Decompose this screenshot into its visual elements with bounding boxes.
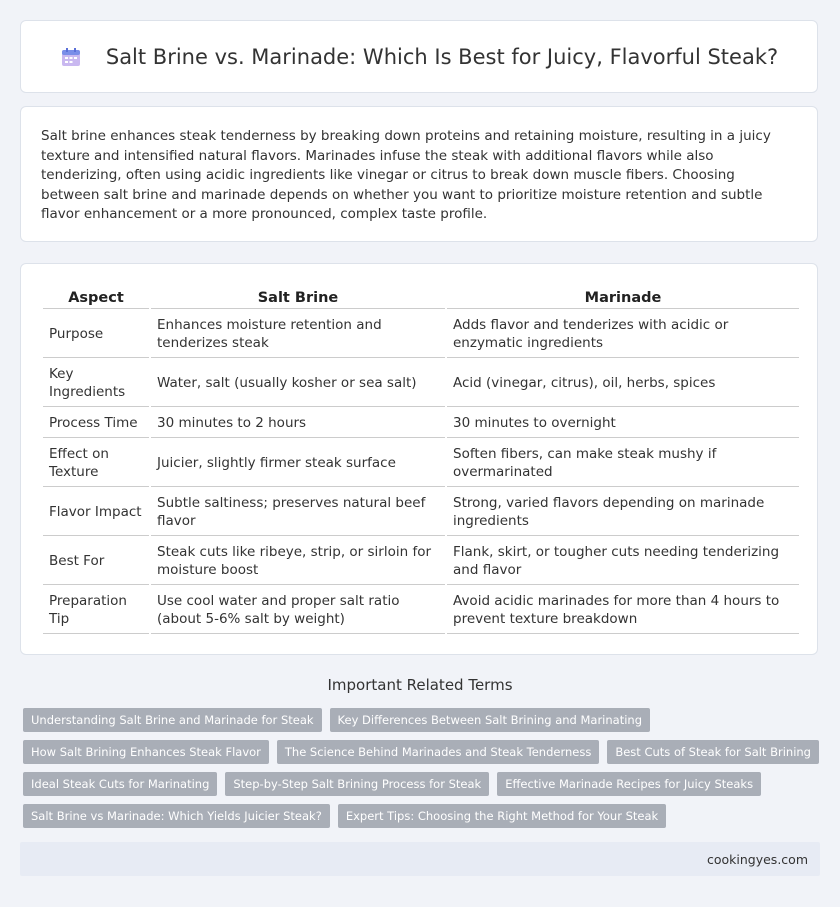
row-aspect: Purpose [43, 311, 149, 358]
row-aspect: Preparation Tip [43, 587, 149, 634]
intro-paragraph: Salt brine enhances steak tenderness by breaking down proteins and retaining moisture, resulting in a juicy texture and intensified natural flavors. Marinades infuse the steak with additional flavors while also tenderizing, often using acidic ingredients like vinegar or citrus to break down muscle fibers. Choosing between salt brine and marinade depends on whether you want to prioritize moisture retention and subtle flavor enhancement or a more pronounced, complex taste profile. [41, 128, 771, 222]
tag-row [23, 772, 813, 796]
related-term-tag[interactable]: Ideal Steak Cuts for Marinating [23, 772, 217, 796]
related-terms-title: Important Related Terms [327, 676, 513, 694]
row-aspect: Flavor Impact [43, 489, 149, 536]
comparison-card [20, 263, 818, 655]
related-term-tag[interactable]: The Science Behind Marinades and Steak Tenderness [277, 740, 599, 764]
tag-row [23, 740, 813, 764]
row-marinade: Acid (vinegar, citrus), oil, herbs, spices [447, 360, 799, 407]
row-salt-brine: Steak cuts like ribeye, strip, or sirloin for moisture boost [151, 538, 445, 585]
table-row [43, 538, 799, 585]
row-salt-brine: Subtle saltiness; preserves natural beef flavor [151, 489, 445, 536]
row-marinade: Strong, varied flavors depending on marinade ingredients [447, 489, 799, 536]
related-term-tag[interactable]: Key Differences Between Salt Brining and Marinating [330, 708, 650, 732]
row-marinade: Avoid acidic marinades for more than 4 hours to prevent texture breakdown [447, 587, 799, 634]
row-aspect: Effect on Texture [43, 440, 149, 487]
tag-row [23, 708, 813, 732]
related-term-tag[interactable]: Salt Brine vs Marinade: Which Yields Juicier Steak? [23, 804, 330, 828]
row-marinade: Soften fibers, can make steak mushy if overmarinated [447, 440, 799, 487]
calendar-icon [60, 46, 82, 68]
related-terms-list [23, 708, 813, 836]
related-term-tag[interactable]: How Salt Brining Enhances Steak Flavor [23, 740, 269, 764]
table-row [43, 587, 799, 634]
row-salt-brine: Use cool water and proper salt ratio (about 5-6% salt by weight) [151, 587, 445, 634]
comparison-table [41, 284, 801, 636]
row-salt-brine: Enhances moisture retention and tenderizes steak [151, 311, 445, 358]
related-term-tag[interactable]: Expert Tips: Choosing the Right Method for Your Steak [338, 804, 666, 828]
title-card [20, 20, 818, 93]
table-header-row [43, 286, 799, 309]
row-marinade: 30 minutes to overnight [447, 409, 799, 438]
row-salt-brine: Water, salt (usually kosher or sea salt) [151, 360, 445, 407]
row-marinade: Adds flavor and tenderizes with acidic or enzymatic ingredients [447, 311, 799, 358]
table-row [43, 440, 799, 487]
row-marinade: Flank, skirt, or tougher cuts needing tenderizing and flavor [447, 538, 799, 585]
intro-card [20, 106, 818, 242]
header-marinade: Marinade [447, 286, 799, 309]
footer-site-name[interactable]: cookingyes.com [706, 851, 808, 867]
table-row [43, 489, 799, 536]
row-aspect: Best For [43, 538, 149, 585]
table-row [43, 360, 799, 407]
table-row [43, 311, 799, 358]
table-row [43, 409, 799, 438]
header-salt-brine: Salt Brine [151, 286, 445, 309]
related-term-tag[interactable]: Understanding Salt Brine and Marinade for Steak [23, 708, 322, 732]
header-aspect: Aspect [43, 286, 149, 309]
row-salt-brine: 30 minutes to 2 hours [151, 409, 445, 438]
page-title: Salt Brine vs. Marinade: Which Is Best for Juicy, Flavorful Steak? [105, 44, 779, 69]
tag-row [23, 804, 813, 828]
related-term-tag[interactable]: Step-by-Step Salt Brining Process for Steak [225, 772, 489, 796]
row-aspect: Key Ingredients [43, 360, 149, 407]
related-term-tag[interactable]: Effective Marinade Recipes for Juicy Steaks [497, 772, 761, 796]
row-salt-brine: Juicier, slightly firmer steak surface [151, 440, 445, 487]
footer [20, 842, 820, 876]
related-term-tag[interactable]: Best Cuts of Steak for Salt Brining [607, 740, 819, 764]
row-aspect: Process Time [43, 409, 149, 438]
